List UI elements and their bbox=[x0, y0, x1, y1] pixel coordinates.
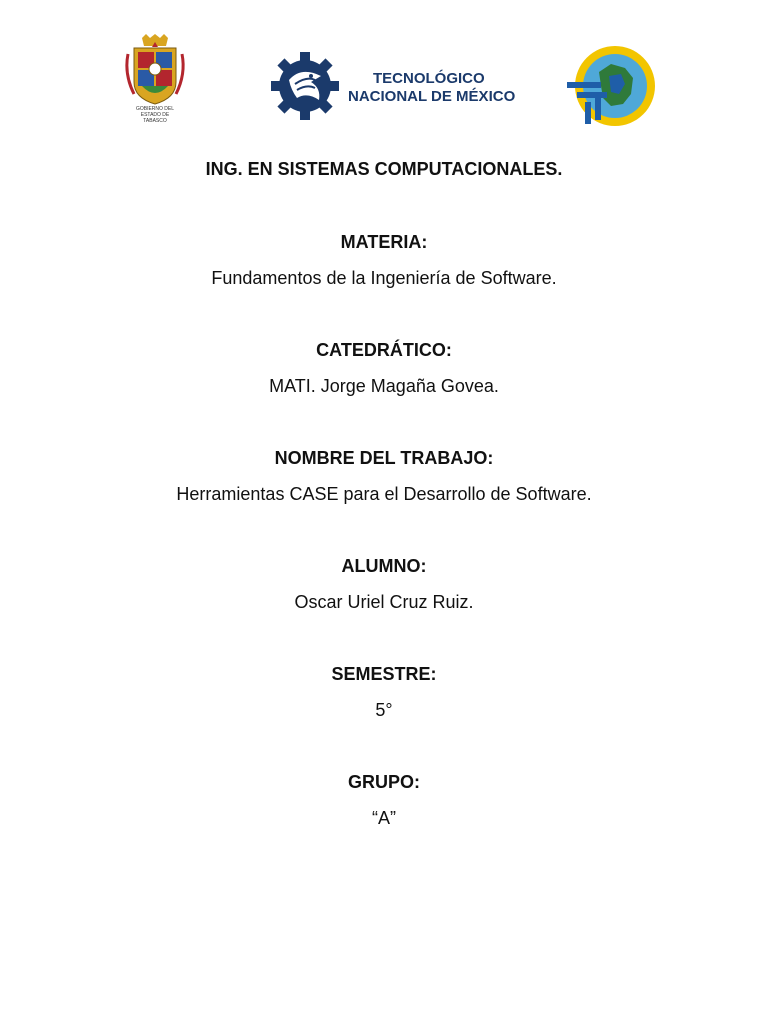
group-value: “A” bbox=[372, 808, 396, 828]
svg-text:NACIONAL DE MÉXICO: NACIONAL DE MÉXICO bbox=[348, 88, 516, 105]
subject-label: MATERIA: bbox=[340, 232, 428, 252]
student-value: Oscar Uriel Cruz Ruiz. bbox=[294, 592, 474, 612]
subject-value: Fundamentos de la Ingeniería de Software. bbox=[211, 268, 557, 288]
svg-text:ESTADO DE: ESTADO DE bbox=[140, 112, 170, 118]
svg-text:TECNOLÓGICO: TECNOLÓGICO bbox=[373, 70, 485, 87]
tabasco-coat-of-arms-logo bbox=[120, 34, 190, 124]
itvh-logo bbox=[563, 42, 659, 132]
professor-label: CATEDRÁTICO: bbox=[316, 340, 452, 360]
svg-text:TABASCO: TABASCO bbox=[143, 118, 167, 124]
semester-label: SEMESTRE: bbox=[331, 664, 437, 684]
tecnm-logo bbox=[275, 36, 516, 136]
svg-text:GOBIERNO DEL: GOBIERNO DEL bbox=[135, 106, 175, 112]
professor-value: MATI. Jorge Magaña Govea. bbox=[269, 376, 499, 396]
work-title-value: Herramientas CASE para el Desarrollo de Software. bbox=[176, 484, 592, 504]
career-title: ING. EN SISTEMAS COMPUTACIONALES. bbox=[205, 159, 563, 179]
semester-value: 5° bbox=[375, 700, 393, 720]
student-label: ALUMNO: bbox=[341, 556, 427, 576]
header-logos bbox=[0, 0, 768, 140]
work-title-label: NOMBRE DEL TRABAJO: bbox=[274, 448, 494, 468]
group-label: GRUPO: bbox=[348, 772, 420, 792]
